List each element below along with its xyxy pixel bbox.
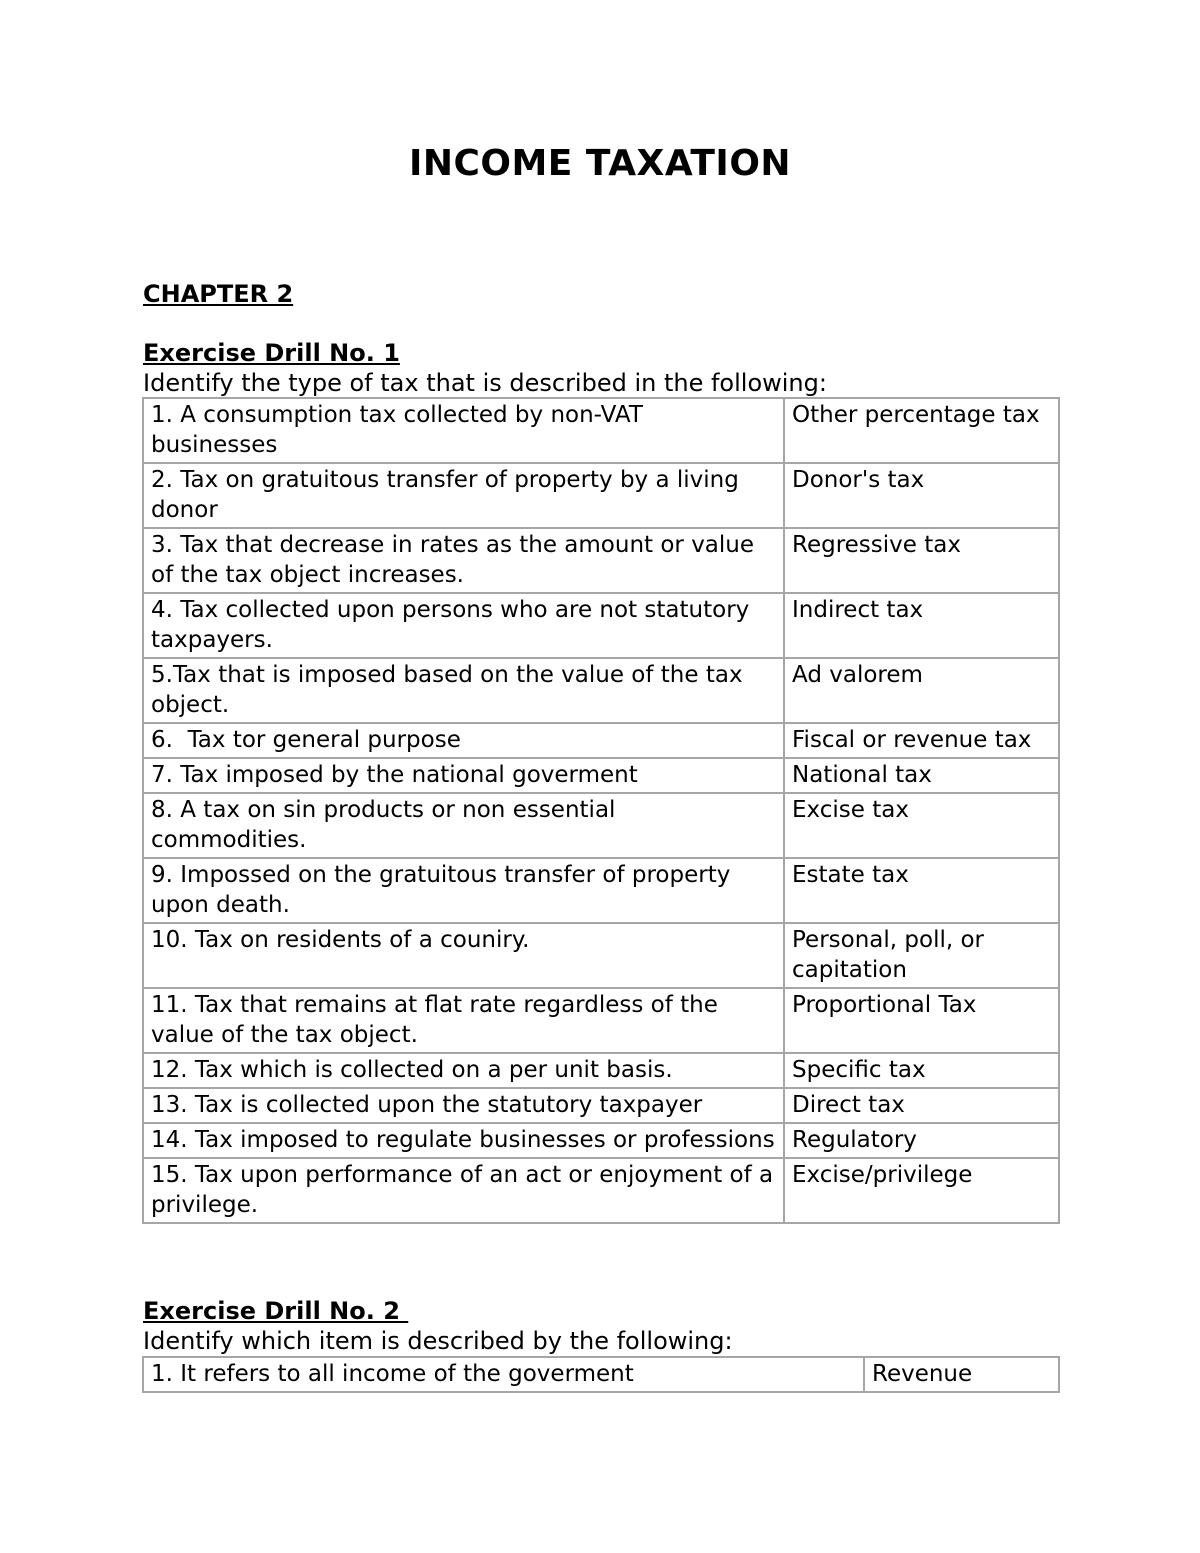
question-cell: 2. Tax on gratuitous transfer of property by a living donor — [143, 463, 784, 528]
drill-1-table — [142, 397, 1060, 1224]
answer-cell: Indirect tax — [784, 593, 1059, 658]
question-cell: 1. It refers to all income of the goverment — [143, 1357, 864, 1392]
answer-cell: Fiscal or revenue tax — [784, 723, 1059, 758]
table-row — [143, 858, 1059, 923]
answer-cell: Revenue — [864, 1357, 1059, 1392]
answer-cell: Personal, poll, or capitation — [784, 923, 1059, 988]
question-cell: 14. Tax imposed to regulate businesses or professions — [143, 1123, 784, 1158]
question-cell: 1. A consumption tax collected by non-VAT businesses — [143, 398, 784, 463]
drill-2-instruction: Identify which item is described by the following: — [143, 1327, 733, 1355]
table-row — [143, 793, 1059, 858]
table-row — [143, 758, 1059, 793]
answer-cell: Excise tax — [784, 793, 1059, 858]
question-cell: 3. Tax that decrease in rates as the amount or value of the tax object increases. — [143, 528, 784, 593]
answer-cell: Donor's tax — [784, 463, 1059, 528]
answer-cell: Regulatory — [784, 1123, 1059, 1158]
drill-2-table — [142, 1356, 1060, 1393]
table-row — [143, 463, 1059, 528]
table-row — [143, 1357, 1059, 1392]
table-row — [143, 723, 1059, 758]
document-title: INCOME TAXATION — [408, 143, 792, 184]
question-cell: 13. Tax is collected upon the statutory taxpayer — [143, 1088, 784, 1123]
table-row — [143, 658, 1059, 723]
drill-1-heading: Exercise Drill No. 1 — [143, 339, 400, 367]
table-row — [143, 1123, 1059, 1158]
answer-cell: Specific tax — [784, 1053, 1059, 1088]
table-row — [143, 398, 1059, 463]
question-cell: 5.Tax that is imposed based on the value of the tax object. — [143, 658, 784, 723]
question-cell: 12. Tax which is collected on a per unit basis. — [143, 1053, 784, 1088]
answer-cell: Estate tax — [784, 858, 1059, 923]
table-row — [143, 593, 1059, 658]
table-row — [143, 528, 1059, 593]
question-cell: 4. Tax collected upon persons who are not statutory taxpayers. — [143, 593, 784, 658]
answer-cell: Excise/privilege — [784, 1158, 1059, 1223]
chapter-heading: CHAPTER 2 — [143, 280, 294, 308]
question-cell: 10. Tax on residents of a couniry. — [143, 923, 784, 988]
question-cell: 8. A tax on sin products or non essential commodities. — [143, 793, 784, 858]
table-row — [143, 1158, 1059, 1223]
table-row — [143, 1088, 1059, 1123]
answer-cell: Direct tax — [784, 1088, 1059, 1123]
question-cell: 9. Impossed on the gratuitous transfer of property upon death. — [143, 858, 784, 923]
table-row — [143, 1053, 1059, 1088]
question-cell: 11. Tax that remains at flat rate regardless of the value of the tax object. — [143, 988, 784, 1053]
answer-cell: National tax — [784, 758, 1059, 793]
question-cell: 7. Tax imposed by the national goverment — [143, 758, 784, 793]
drill-2-heading: Exercise Drill No. 2 — [143, 1297, 409, 1325]
answer-cell: Other percentage tax — [784, 398, 1059, 463]
table-row — [143, 923, 1059, 988]
answer-cell: Regressive tax — [784, 528, 1059, 593]
question-cell: 6. Tax tor general purpose — [143, 723, 784, 758]
answer-cell: Proportional Tax — [784, 988, 1059, 1053]
drill-1-instruction: Identify the type of tax that is described in the following: — [143, 369, 827, 397]
table-row — [143, 988, 1059, 1053]
question-cell: 15. Tax upon performance of an act or enjoyment of a privilege. — [143, 1158, 784, 1223]
answer-cell: Ad valorem — [784, 658, 1059, 723]
